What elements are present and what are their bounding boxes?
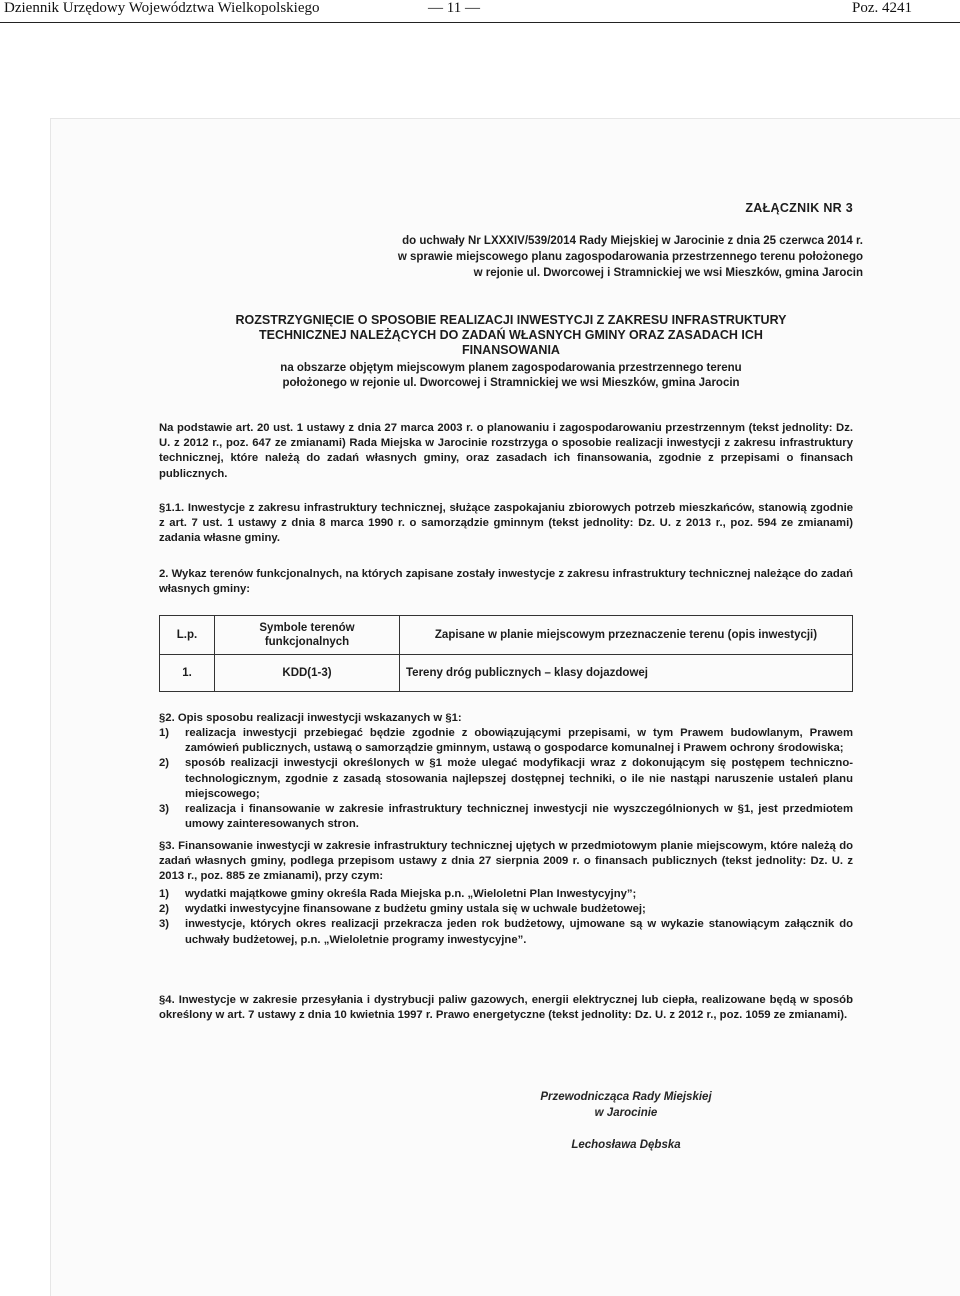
list-item	[159, 756, 853, 802]
list-item-number: 2)	[159, 757, 170, 770]
list-item	[159, 887, 853, 902]
page-number: — 11 —	[428, 0, 480, 16]
list-item-text: sposób realizacji inwestycji określonych w §1 może ulegać modyfikacji wraz z dokonującym się postępem techniczno-technologicznym, zgodnie z zasadą stosowania najlepszej dostępnej techniki, o ile nie nastąpi naruszenie ustaleń planu miejscowego;	[185, 757, 853, 800]
decision-title-line-2: TECHNICZNEJ NALEŻĄCYCH DO ZADAŃ WŁASNYCH GMINY ORAZ ZASADACH ICH	[259, 328, 763, 342]
section-4-label: §4.	[159, 994, 175, 1006]
decision-subtitle-line-1: na obszarze objętym miejscowym planem zagospodarowania przestrzennego terenu	[280, 362, 742, 374]
annex-heading-line-2: w sprawie miejscowego planu zagospodarowania przestrzennego terenu położonego	[397, 251, 863, 263]
list-item-text: realizacja inwestycji przebiegać będzie zgodnie z obowiązującymi przepisami, w tym Prawem budowlanym, Prawem zamówień publicznych, ustawą o samorządzie gminnym, ustawą o gospodarce komunalnej i Prawem ochrony środowiska;	[185, 727, 853, 755]
list-item-text: realizacja i finansowanie w zakresie infrastruktury technicznej inwestycji nie wyszczególnionych w §1, jest przedmiotem umowy zainteresowanych stron.	[185, 803, 853, 831]
infrastructure-table	[159, 615, 853, 692]
section-1-1	[159, 501, 853, 547]
section-2-text: Opis sposobu realizacji inwestycji wskazanych w §1:	[177, 712, 462, 724]
list-item	[159, 902, 853, 917]
section-2-label: §2.	[159, 712, 175, 724]
scanned-document-page	[50, 118, 960, 1296]
section-3	[159, 839, 853, 885]
row-lp: 1.	[160, 655, 215, 692]
annex-title: ZAŁĄCZNIK NR 3	[745, 201, 853, 215]
decision-title	[171, 313, 851, 358]
decision-subtitle	[171, 361, 851, 391]
section-4-text: Inwestycje w zakresie przesyłania i dystrybucji paliw gazowych, energii elektrycznej lub ciepła, realizowane będą w sposób określony w art. 7 ustawy z dnia 10 kwietnia 1997 r. Prawo energetyczne (tekst jednolity: Dz. U. z 2012 r., poz. 1059 ze zmianami).	[159, 994, 853, 1022]
row-description: Tereny dróg publicznych – klasy dojazdowej	[400, 655, 853, 692]
section-1-1-text: Inwestycje z zakresu infrastruktury technicznej, służące zaspokajaniu zbiorowych potrzeb mieszkańców, stanowią zgodnie z art. 7 ust. 1 ustawy z dnia 8 marca 1990 r. o samorządzie gminnym (tekst jednolity: Dz. U. z 2013 r., poz. 594 ze zmianami) zadania własne gminy.	[159, 502, 854, 545]
list-item-text: inwestycje, których okres realizacji przekracza jeden rok budżetowy, ujmowane są w wykazie stanowiącym załącznik do uchwały budżetowej, p.n. „Wieloletnie programy inwestycyjne”.	[185, 918, 853, 946]
section-2	[159, 711, 853, 726]
list-item	[159, 726, 853, 756]
table-row	[160, 655, 853, 692]
intro-paragraph: Na podstawie art. 20 ust. 1 ustawy z dnia 27 marca 2003 r. o planowaniu i zagospodarowaniu przestrzennym (tekst jednolity: Dz. U. z 2012 r., poz. 647 ze zmianami) Rada Miejska w Jarocinie rozstrzyga o sposobie realizacji inwestycji z zakresu infrastruktury technicznej, które należą do zadań własnych gminy, oraz zasadach ich finansowania, zgodnie z przepisami o finansach publicznych.	[159, 422, 853, 480]
section-2-list	[159, 726, 853, 832]
row-symbol: KDD(1-3)	[215, 655, 400, 692]
section-1-1-label: §1.1.	[159, 502, 185, 514]
signature-title: Przewodnicząca Rady Miejskiej	[540, 1091, 712, 1103]
header-description: Zapisane w planie miejscowym przeznaczenie terenu (opis inwestycji)	[400, 616, 853, 655]
list-item-number: 3)	[159, 803, 170, 816]
annex-heading-line-1: do uchwały Nr LXXXIV/539/2014 Rady Miejskiej w Jarocinie z dnia 25 czerwca 2014 r.	[402, 235, 863, 247]
header-symbols: Symbole terenów funkcjonalnych	[215, 616, 400, 655]
list-item-text: wydatki inwestycyjne finansowane z budżetu gminy ustala się w uchwale budżetowej;	[185, 903, 646, 916]
list-item	[159, 917, 853, 947]
list-item-number: 1)	[159, 888, 170, 900]
signature-place: w Jarocinie	[594, 1107, 658, 1119]
list-item-number: 2)	[159, 903, 170, 916]
table-header-row	[160, 616, 853, 655]
section-3-list	[159, 887, 853, 948]
position-number: Poz. 4241	[852, 0, 912, 16]
list-item	[159, 802, 853, 832]
decision-subtitle-line-2: położonego w rejonie ul. Dworcowej i Stramnickiej we wsi Mieszków, gmina Jarocin	[282, 377, 740, 389]
decision-title-line-3: FINANSOWANIA	[462, 343, 560, 357]
signature-name: Lechosława Dębska	[571, 1139, 681, 1151]
section-3-text: Finansowanie inwestycji w zakresie infrastruktury technicznej ujętych w przedmiotowym planie miejscowym, które należą do zadań własnych gminy, podlega przepisom ustawy z dnia 27 sierpnia 2009 r. o finansach publicznych (tekst jednolity: Dz. U. z 2013 r., poz. 885 ze zmianami), przy czym:	[159, 840, 854, 883]
list-item-number: 3)	[159, 918, 170, 931]
list-item-number: 1)	[159, 727, 170, 739]
section-3-label: §3.	[159, 840, 175, 852]
annex-heading-line-3: w rejonie ul. Dworcowej i Stramnickiej we wsi Mieszków, gmina Jarocin	[473, 267, 863, 279]
section-1-2-label: 2.	[159, 568, 169, 580]
journal-title: Dziennik Urzędowy Województwa Wielkopolskiego	[4, 0, 320, 16]
section-4	[159, 993, 853, 1023]
running-header	[0, 0, 960, 23]
list-item-text: wydatki majątkowe gminy określa Rada Miejska p.n. „Wieloletni Plan Inwestycyjny”;	[185, 888, 637, 900]
annex-heading	[303, 233, 863, 281]
decision-title-line-1: ROZSTRZYGNIĘCIE O SPOSOBIE REALIZACJI INWESTYCJI Z ZAKRESU INFRASTRUKTURY	[235, 313, 787, 327]
section-1-2	[159, 567, 853, 597]
header-lp: L.p.	[160, 616, 215, 655]
section-1-2-text: Wykaz terenów funkcjonalnych, na których zapisane zostały inwestycje z zakresu infrastruktury technicznej należące do zadań własnych gminy:	[159, 568, 853, 596]
signature-block	[511, 1089, 741, 1153]
